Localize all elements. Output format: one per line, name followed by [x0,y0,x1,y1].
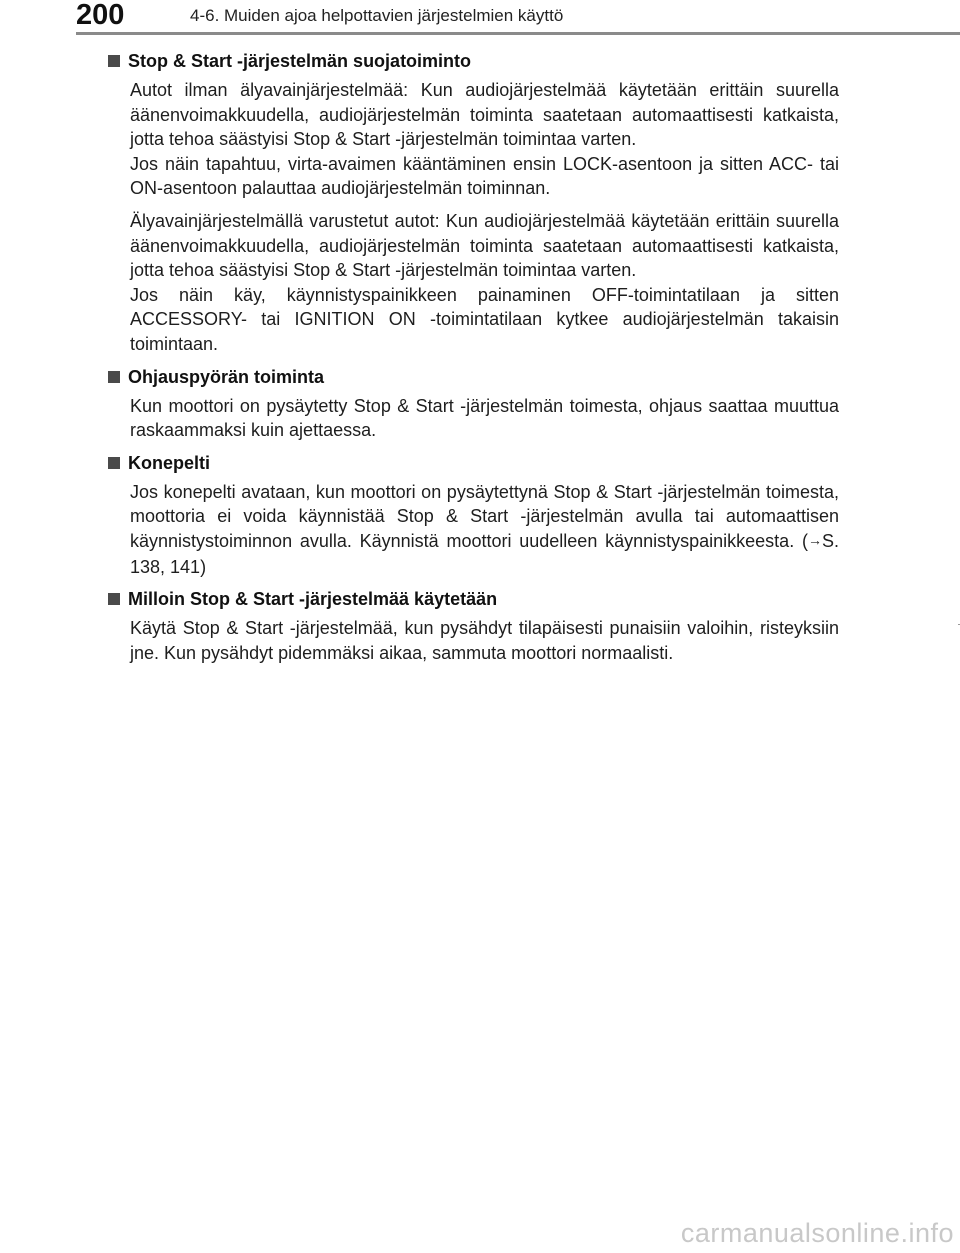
paragraph-line: Autot ilman älyavainjärjestelmää: Kun audiojärjestelmää käytetään erittäin suurella äänenvoimakkuudella, audiojärjestelmän toiminta saatetaan automaattisesti katkaista, jotta tehoa säästyisi Stop & Start -järjestelmän toimintaa varten. [130,80,839,150]
square-bullet-icon [108,593,120,605]
chapter-title: 4-6. Muiden ajoa helpottavien järjestelmien käyttö [190,6,564,25]
reference-open: ( [801,530,808,551]
page-number: 200 [76,0,125,31]
section-hood [108,451,839,579]
section-heading-text: Milloin Stop & Start -järjestelmää käytetään [128,589,498,610]
paragraph [130,616,839,665]
paragraph-line: Jos näin tapahtuu, virta-avaimen kääntäminen ensin LOCK-asentoon ja sitten ACC- tai ON-asentoon palauttaa audiojärjestelmän toiminnan. [130,153,839,199]
square-bullet-icon [108,55,120,67]
arrow-right-icon: → [807,531,822,548]
page-header [0,0,960,40]
square-bullet-icon [108,457,120,469]
paragraph-line: Älyavainjärjestelmällä varustetut autot: Kun audiojärjestelmää käytetään erittäin suurella äänenvoimakkuudella, audiojärjestelmän toiminta saatetaan automaattisesti katkaista, jotta tehoa säästyisi Stop & Start -järjestelmän toimintaa varten. [130,210,839,281]
paragraph [130,78,839,201]
paragraph [130,394,839,443]
paragraph [130,209,839,357]
section-heading-text: Konepelti [128,452,211,473]
square-bullet-icon [108,371,120,383]
paragraph [130,480,839,579]
page-content [108,49,839,673]
paragraph-line: Jos näin käy, käynnistyspainikkeen painaminen OFF-toimintatilaan ja sitten ACCESSORY- tai IGNITION ON -toimintatilaan kytkee audiojärjestelmän takaisin toimintaan. [130,284,839,354]
section-heading-text: Ohjauspyörän toiminta [128,366,325,387]
section-heading [108,365,839,389]
section-heading-text: Stop & Start -järjestelmän suojatoiminto [128,51,472,71]
paragraph-line: Jos konepelti avataan, kun moottori on pysäytettynä Stop & Start -järjestelmän toimesta, moottoria ei voida käynnistää Stop & Start -järjestelmän avulla tai automaattisen käynnistystoiminnon avulla. Käynnistä moottori uudelleen käynnistyspainikkeesta. [130,481,839,551]
section-when-used [108,587,839,665]
paragraph-line: Kun moottori on pysäytetty Stop & Start -järjestelmän toimesta, ohjaus saattaa muuttua raskaammaksi kuin ajettaessa. [130,395,839,441]
reference-text: S. 138, 141) [130,530,839,577]
watermark: carmanualsonline.info [680,1218,954,1248]
header-rule [76,32,960,35]
section-heading [108,587,839,611]
section-heading [108,49,839,73]
section-steering [108,365,839,443]
paragraph-line: Käytä Stop & Start -järjestelmää, kun pysähdyt tilapäisesti punaisiin valoihin, risteyksiin jne. Kun pysähdyt pidemmäksi aikaa, sammuta moottori normaalisti. [130,618,839,663]
section-heading [108,451,839,475]
section-protection-function [108,49,839,357]
